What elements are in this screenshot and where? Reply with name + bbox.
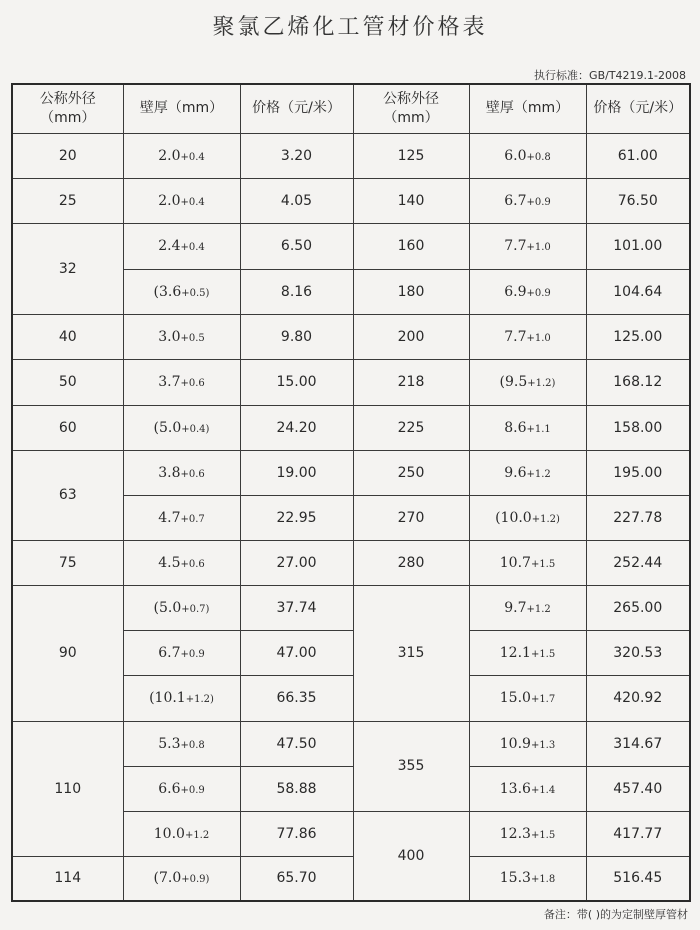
wall-thickness-cell: (9.5+1.2) bbox=[469, 359, 586, 405]
wall-thickness-cell: 6.7+0.9 bbox=[123, 630, 240, 675]
wall-thickness-cell: 6.6+0.9 bbox=[123, 766, 240, 811]
outer-diameter-cell: 125 bbox=[353, 133, 469, 178]
price-cell: 6.50 bbox=[240, 223, 353, 269]
outer-diameter-cell: 315 bbox=[353, 585, 469, 721]
price-cell: 252.44 bbox=[586, 540, 690, 585]
wall-thickness-cell: 10.0+1.2 bbox=[123, 811, 240, 856]
wall-thickness-cell: (7.0+0.9) bbox=[123, 856, 240, 901]
outer-diameter-cell: 50 bbox=[12, 359, 123, 405]
wall-thickness-cell: 3.0+0.5 bbox=[123, 314, 240, 359]
header-wall-thickness: 壁厚（mm） bbox=[469, 84, 586, 133]
wall-thickness-cell: 5.3+0.8 bbox=[123, 721, 240, 766]
table-row bbox=[12, 405, 690, 450]
wall-thickness-cell: 8.6+1.1 bbox=[469, 405, 586, 450]
outer-diameter-cell: 180 bbox=[353, 269, 469, 314]
outer-diameter-cell: 20 bbox=[12, 133, 123, 178]
table-row bbox=[12, 223, 690, 269]
outer-diameter-cell: 110 bbox=[12, 721, 123, 856]
wall-thickness-cell: 2.4+0.4 bbox=[123, 223, 240, 269]
standard-label: 执行标准：GB/T4219.1-2008 bbox=[534, 69, 686, 82]
price-cell: 66.35 bbox=[240, 675, 353, 721]
wall-thickness-cell: 10.7+1.5 bbox=[469, 540, 586, 585]
header-price: 价格（元/米） bbox=[240, 84, 353, 133]
price-cell: 22.95 bbox=[240, 495, 353, 540]
price-cell: 15.00 bbox=[240, 359, 353, 405]
price-cell: 457.40 bbox=[586, 766, 690, 811]
table-row bbox=[12, 359, 690, 405]
price-cell: 320.53 bbox=[586, 630, 690, 675]
wall-thickness-cell: 6.0+0.8 bbox=[469, 133, 586, 178]
outer-diameter-cell: 90 bbox=[12, 585, 123, 721]
price-cell: 58.88 bbox=[240, 766, 353, 811]
price-cell: 47.00 bbox=[240, 630, 353, 675]
price-cell: 101.00 bbox=[586, 223, 690, 269]
wall-thickness-cell: 4.5+0.6 bbox=[123, 540, 240, 585]
wall-thickness-cell: 7.7+1.0 bbox=[469, 223, 586, 269]
price-cell: 417.77 bbox=[586, 811, 690, 856]
price-cell: 104.64 bbox=[586, 269, 690, 314]
price-cell: 9.80 bbox=[240, 314, 353, 359]
table-row bbox=[12, 721, 690, 766]
price-cell: 27.00 bbox=[240, 540, 353, 585]
price-cell: 227.78 bbox=[586, 495, 690, 540]
price-cell: 47.50 bbox=[240, 721, 353, 766]
outer-diameter-cell: 400 bbox=[353, 811, 469, 901]
price-cell: 265.00 bbox=[586, 585, 690, 630]
price-cell: 168.12 bbox=[586, 359, 690, 405]
outer-diameter-cell: 280 bbox=[353, 540, 469, 585]
wall-thickness-cell: 15.0+1.7 bbox=[469, 675, 586, 721]
price-cell: 420.92 bbox=[586, 675, 690, 721]
outer-diameter-cell: 63 bbox=[12, 450, 123, 540]
outer-diameter-cell: 32 bbox=[12, 223, 123, 314]
wall-thickness-cell: 3.7+0.6 bbox=[123, 359, 240, 405]
price-cell: 76.50 bbox=[586, 178, 690, 223]
outer-diameter-cell: 25 bbox=[12, 178, 123, 223]
outer-diameter-cell: 218 bbox=[353, 359, 469, 405]
outer-diameter-cell: 60 bbox=[12, 405, 123, 450]
outer-diameter-cell: 114 bbox=[12, 856, 123, 901]
wall-thickness-cell: 2.0+0.4 bbox=[123, 133, 240, 178]
wall-thickness-cell: (5.0+0.4) bbox=[123, 405, 240, 450]
price-cell: 158.00 bbox=[586, 405, 690, 450]
price-cell: 24.20 bbox=[240, 405, 353, 450]
wall-thickness-cell: 3.8+0.6 bbox=[123, 450, 240, 495]
wall-thickness-cell: 4.7+0.7 bbox=[123, 495, 240, 540]
price-table bbox=[11, 83, 691, 902]
price-cell: 195.00 bbox=[586, 450, 690, 495]
wall-thickness-cell: (5.0+0.7) bbox=[123, 585, 240, 630]
price-cell: 125.00 bbox=[586, 314, 690, 359]
outer-diameter-cell: 40 bbox=[12, 314, 123, 359]
header-price: 价格（元/米） bbox=[586, 84, 690, 133]
table-row bbox=[12, 133, 690, 178]
price-cell: 4.05 bbox=[240, 178, 353, 223]
price-cell: 3.20 bbox=[240, 133, 353, 178]
outer-diameter-cell: 75 bbox=[12, 540, 123, 585]
header-row bbox=[12, 84, 690, 133]
table-row bbox=[12, 540, 690, 585]
price-cell: 65.70 bbox=[240, 856, 353, 901]
outer-diameter-cell: 200 bbox=[353, 314, 469, 359]
wall-thickness-cell: 6.7+0.9 bbox=[469, 178, 586, 223]
wall-thickness-cell: 12.1+1.5 bbox=[469, 630, 586, 675]
outer-diameter-cell: 355 bbox=[353, 721, 469, 811]
wall-thickness-cell: 13.6+1.4 bbox=[469, 766, 586, 811]
header-wall-thickness: 壁厚（mm） bbox=[123, 84, 240, 133]
outer-diameter-cell: 250 bbox=[353, 450, 469, 495]
header-outer-diameter: 公称外径 （mm） bbox=[12, 84, 123, 133]
table-row bbox=[12, 450, 690, 495]
price-cell: 61.00 bbox=[586, 133, 690, 178]
page-title: 聚氯乙烯化工管材价格表 bbox=[212, 15, 488, 40]
outer-diameter-cell: 140 bbox=[353, 178, 469, 223]
outer-diameter-cell: 270 bbox=[353, 495, 469, 540]
table-row bbox=[12, 856, 690, 901]
wall-thickness-cell: 9.7+1.2 bbox=[469, 585, 586, 630]
wall-thickness-cell: (10.0+1.2) bbox=[469, 495, 586, 540]
price-cell: 37.74 bbox=[240, 585, 353, 630]
wall-thickness-cell: 15.3+1.8 bbox=[469, 856, 586, 901]
wall-thickness-cell: 10.9+1.3 bbox=[469, 721, 586, 766]
table-row bbox=[12, 314, 690, 359]
wall-thickness-cell: 6.9+0.9 bbox=[469, 269, 586, 314]
table-row bbox=[12, 178, 690, 223]
price-cell: 314.67 bbox=[586, 721, 690, 766]
table-row bbox=[12, 585, 690, 630]
outer-diameter-cell: 225 bbox=[353, 405, 469, 450]
wall-thickness-cell: (10.1+1.2) bbox=[123, 675, 240, 721]
price-cell: 19.00 bbox=[240, 450, 353, 495]
header-outer-diameter: 公称外径 （mm） bbox=[353, 84, 469, 133]
price-cell: 516.45 bbox=[586, 856, 690, 901]
price-cell: 77.86 bbox=[240, 811, 353, 856]
wall-thickness-cell: 9.6+1.2 bbox=[469, 450, 586, 495]
price-cell: 8.16 bbox=[240, 269, 353, 314]
wall-thickness-cell: 7.7+1.0 bbox=[469, 314, 586, 359]
wall-thickness-cell: (3.6+0.5) bbox=[123, 269, 240, 314]
outer-diameter-cell: 160 bbox=[353, 223, 469, 269]
footnote: 备注：带( )的为定制壁厚管材 bbox=[543, 908, 688, 921]
wall-thickness-cell: 2.0+0.4 bbox=[123, 178, 240, 223]
wall-thickness-cell: 12.3+1.5 bbox=[469, 811, 586, 856]
